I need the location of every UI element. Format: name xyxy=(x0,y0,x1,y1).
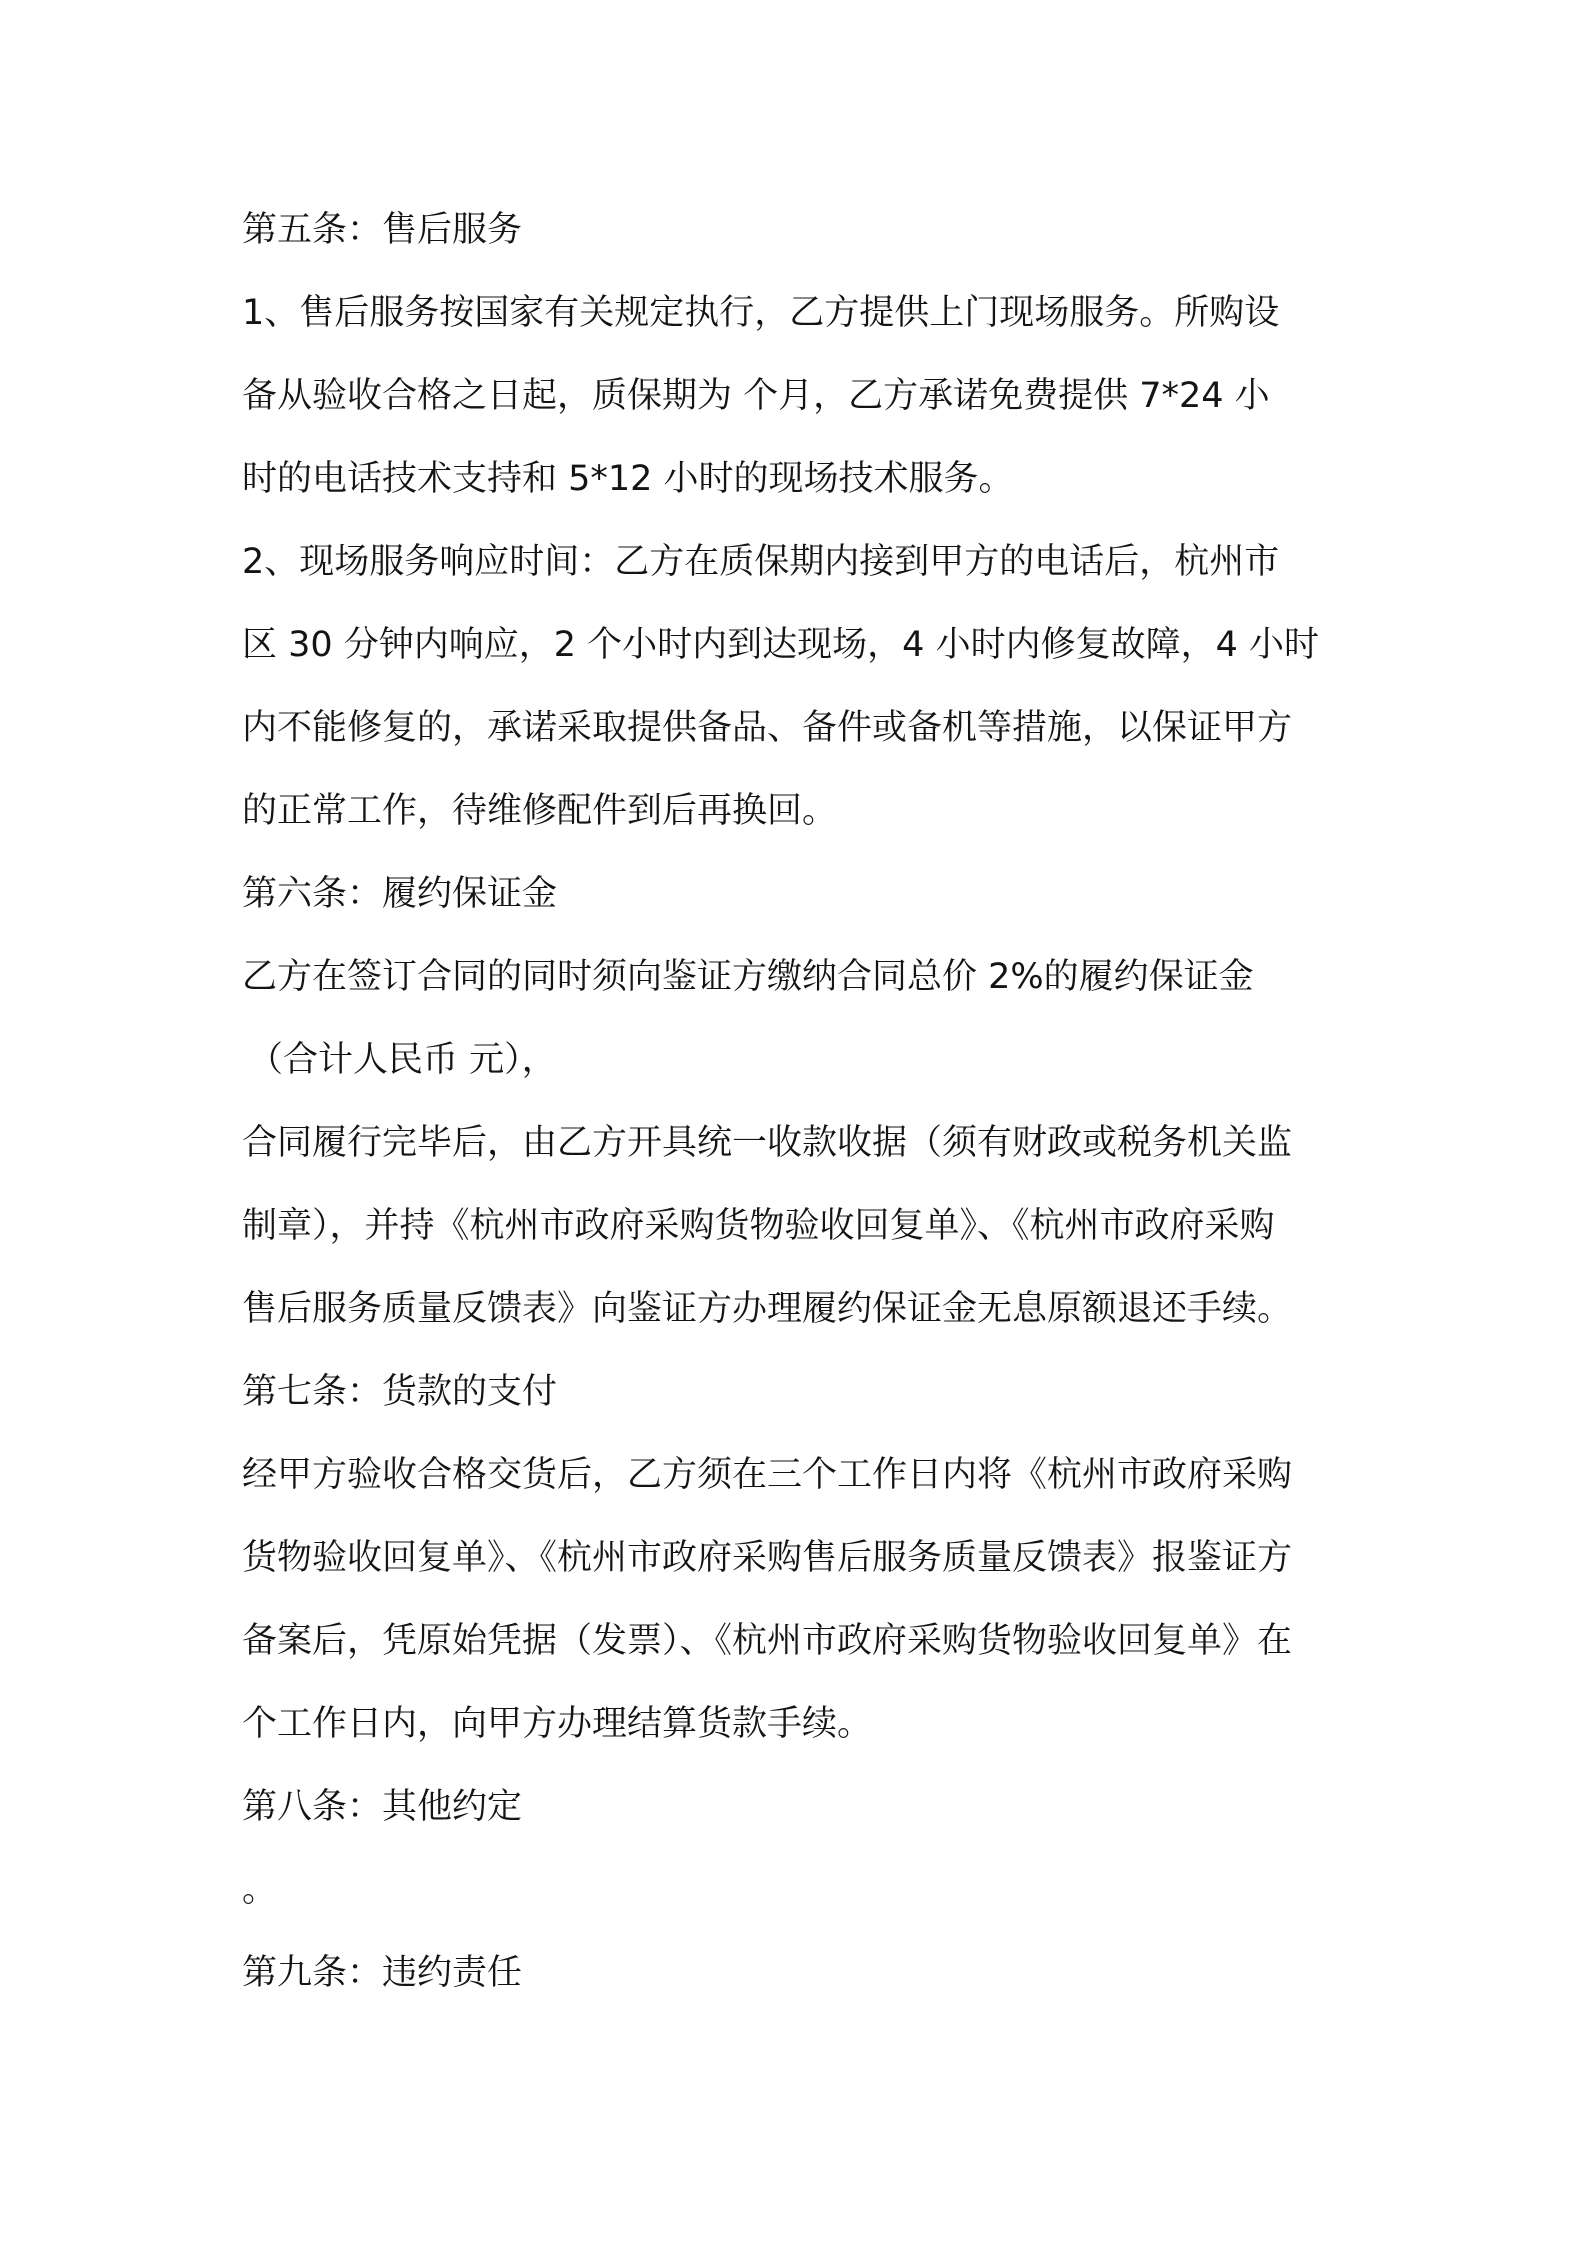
paragraph-line: 的正常工作，待维修配件到后再换回。 xyxy=(242,791,838,831)
section-9-heading: 第九条：违约责任 xyxy=(242,1953,523,1993)
paragraph-line: 个工作日内，向甲方办理结算货款手续。 xyxy=(242,1704,873,1744)
paragraph-line: 2、现场服务响应时间：乙方在质保期内接到甲方的电话后，杭州市 xyxy=(242,542,1280,582)
paragraph-line: 货物验收回复单》、《杭州市政府采购售后服务质量反馈表》报鉴证方 xyxy=(242,1538,1293,1578)
paragraph-line: 区 30 分钟内响应，2 个小时内到达现场，4 小时内修复故障，4 小时 xyxy=(242,625,1319,665)
paragraph-line: 售后服务质量反馈表》向鉴证方办理履约保证金无息原额退还手续。 xyxy=(242,1289,1293,1329)
section-5-heading: 第五条：售后服务 xyxy=(242,210,523,250)
paragraph-line: （合计人民币 元）， xyxy=(248,1040,557,1080)
section-8-heading: 第八条：其他约定 xyxy=(242,1787,523,1827)
paragraph-line: 备案后，凭原始凭据（发票）、《杭州市政府采购货物验收回复单》在 xyxy=(242,1621,1293,1661)
paragraph-line: 1、售后服务按国家有关规定执行，乙方提供上门现场服务。所购设 xyxy=(242,293,1280,333)
paragraph-line: 内不能修复的，承诺采取提供备品、备件或备机等措施，以保证甲方 xyxy=(242,708,1293,748)
paragraph-line: 经甲方验收合格交货后，乙方须在三个工作日内将《杭州市政府采购 xyxy=(242,1455,1293,1495)
paragraph-line: 。 xyxy=(242,1870,278,1910)
section-6-heading: 第六条：履约保证金 xyxy=(242,874,558,914)
section-7-heading: 第七条：货款的支付 xyxy=(242,1372,558,1412)
paragraph-line: 制章），并持《杭州市政府采购货物验收回复单》、《杭州市政府采购 xyxy=(242,1206,1275,1246)
paragraph-line: 备从验收合格之日起，质保期为 个月，乙方承诺免费提供 7*24 小 xyxy=(242,376,1270,416)
paragraph-line: 时的电话技术支持和 5*12 小时的现场技术服务。 xyxy=(242,459,1014,499)
paragraph-line: 合同履行完毕后，由乙方开具统一收款收据（须有财政或税务机关监 xyxy=(242,1123,1293,1163)
paragraph-line: 乙方在签订合同的同时须向鉴证方缴纳合同总价 2%的履约保证金 xyxy=(242,957,1254,997)
